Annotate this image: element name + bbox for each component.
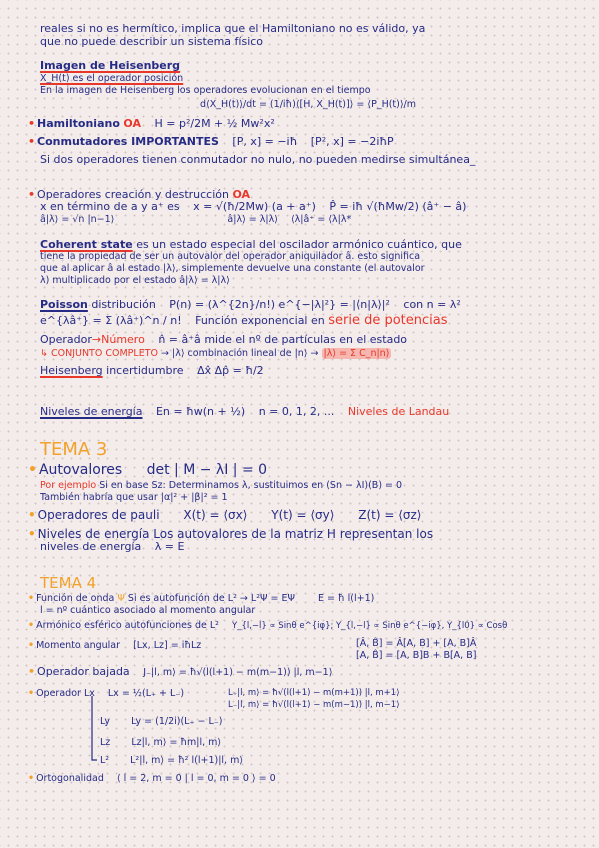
bajada-label: Operador bajada: [37, 665, 130, 678]
bullet: •: [28, 620, 35, 631]
pauli-x: X(t) = ⟨σx⟩: [183, 508, 248, 522]
poisson-dist: distribución: [91, 298, 156, 311]
onda-label: Función de onda: [36, 593, 115, 604]
bullet: •: [28, 665, 36, 678]
operadores-cd-x: [40, 200, 466, 213]
lz-eq: Lz|l, m⟩ = ħm|l, m⟩: [131, 737, 222, 748]
coherent-title: Coherent state: [40, 238, 133, 251]
a-equation-3: ⟨λ|â⁺ = ⟨λ|λ*: [290, 214, 352, 225]
coherent-row: [40, 238, 462, 251]
hamiltoniano-tag: OA: [123, 117, 141, 130]
poisson-eq: P(n) = (λ^{2n}/n!) e^{−|λ|²} = |⟨n|λ⟩|²: [169, 298, 390, 311]
conmutador-1: [P, x] = −iħ: [232, 135, 298, 148]
conjunto-label: ↳ CONJUNTO COMPLETO: [40, 348, 158, 359]
heis-uncert-row: [40, 364, 264, 377]
niveles-label: Niveles de energía: [40, 405, 143, 418]
pauli-row: [28, 508, 421, 522]
operador-label: Operador: [40, 333, 92, 346]
armonico-label: Armónico esférico: [36, 620, 122, 631]
orto-label: Ortogonalidad: [36, 773, 104, 784]
tema3-title: TEMA 3: [40, 439, 108, 460]
lx-label: Lx: [83, 688, 95, 699]
x-text: x en término de a y a⁺ es: [40, 200, 180, 213]
heis-uncert-text: incertidumbre: [106, 364, 184, 377]
bullet: •: [28, 688, 35, 699]
a-equation: â|λ⟩ = √n |n−1⟩: [40, 214, 115, 225]
conmutadores-row: [28, 135, 394, 148]
bullet: •: [28, 773, 35, 784]
p-equation: P̂ = iħ √(ħMw/2) (â⁺ − â): [329, 200, 467, 213]
coherent-line-3: que al aplicar â al estado |λ⟩, simplemente devuelve una constante (el autovalor: [40, 263, 425, 274]
heisenberg-def: X_H(t) es el operador posición: [40, 73, 184, 84]
armonico-text: autofunciones de L²: [124, 620, 219, 631]
orto-eq: ⟨ l = 2, m = 0 | l = 0, m = 0 ⟩ = 0: [116, 773, 276, 784]
bajada-row: [28, 665, 332, 678]
operador-lx-row: [28, 688, 184, 699]
operador-arrow: →: [91, 333, 102, 346]
bajada-eq: J₋|l, m⟩ = ħ√(l(l+1) − m(m−1)) |l, m−1⟩: [143, 667, 333, 678]
onda-row: [28, 593, 374, 604]
ejemplo-text: Si en base Sz: Determinamos λ, sustituimos en (Sn − λI)(B) = 0: [99, 480, 403, 491]
niveles-t3-text: Los autovalores de la matriz H representan los: [153, 527, 434, 541]
ly-eq: Ly = (1/2i)(L₊ − L₋): [131, 716, 223, 727]
bullet: •: [28, 135, 36, 148]
operador-bracket: [86, 696, 98, 766]
lminus-eq: L₋|l, m⟩ = ħ√(l(l+1) − m(m−1)) |l, m−1⟩: [228, 700, 400, 710]
poisson-exp-row: [40, 314, 448, 327]
niveles-t3-row: [28, 527, 433, 541]
niveles-t3-label: Niveles de energía: [37, 527, 150, 541]
lx-eq: Lx = ½(L₊ + L₋): [107, 688, 185, 699]
conjunto-comb-eq: |λ⟩ = Σ C_n|n⟩: [323, 348, 390, 359]
ejemplo-row: [40, 480, 402, 491]
onda-E: E = ħ l(l+1): [318, 593, 375, 604]
tambien-row: También habría que usar |α|² + |β|² = 1: [40, 492, 228, 503]
heisenberg-equation: d⟨X_H(t)⟩/dt = (1/iħ)⟨[H, X_H(t)]⟩ = ⟨P_H(t)⟩/m: [200, 99, 417, 110]
orto-row: [28, 773, 276, 784]
a-equation-2: â|λ⟩ = λ|λ⟩: [227, 214, 278, 225]
onda-text: Si es autofunción de L² → L²Ψ = EΨ: [127, 593, 295, 604]
autovalores-eq: det | M − λI | = 0: [146, 462, 268, 478]
conjunto-row: [40, 348, 391, 359]
armonico-eq: Y_{l,−l} ∝ Sinθ e^{iφ}; Y_{l,−l} ∝ Sinθ e^{−iφ}, Y_{l0} ∝ Cosθ: [232, 621, 508, 631]
pauli-y: Y(t) = ⟨σy⟩: [271, 508, 335, 522]
coherent-line-2: tiene la propiedad de ser un autovalor del operador aniquilador â. esto significa: [40, 251, 421, 262]
l2-eq: L²|l, m⟩ = ħ² l(l+1)|l, m⟩: [130, 755, 244, 766]
hamiltoniano-label: Hamiltoniano: [37, 117, 120, 130]
operadores-cd-tag: OA: [232, 188, 251, 201]
heisenberg-evolution: En la imagen de Heisenberg los operadores evolucionan en el tiempo: [40, 85, 371, 96]
coherent-line-1: es un estado especial del oscilador armónico cuántico, que: [136, 238, 462, 251]
intro-line-2: que no puede describir un sistema físico: [40, 35, 264, 48]
pauli-z: Z(t) = ⟨σz⟩: [358, 508, 422, 522]
heis-uncert-label: Heisenberg: [40, 364, 103, 377]
armonico-row: [28, 620, 507, 631]
operador-label-t4: Operador: [36, 688, 81, 699]
l2-label: L²: [100, 755, 110, 766]
heis-uncert-eq: Δx̂ Δp̂ = ħ/2: [197, 364, 264, 377]
bullet: •: [28, 508, 36, 522]
niveles-n: n = 0, 1, 2, ...: [258, 405, 335, 418]
poisson-exp-eq: e^{λâ⁺} = Σ (λâ⁺)^n / n!: [40, 314, 182, 327]
operador-num-eq: n̂ = â⁺â: [158, 333, 201, 346]
operador-num-desc: mide el nº de partículas en el estado: [204, 333, 408, 346]
coherent-line-4: λ) multiplicado por el estado â|λ⟩ = λ|λ⟩: [40, 275, 230, 286]
niveles-eq: En = ħw(n + ½): [155, 405, 246, 418]
poisson-title: Poisson: [40, 298, 88, 311]
hamiltoniano-eq: H = p²/2M + ½ Mw²x²: [154, 117, 275, 130]
bullet: •: [28, 593, 35, 604]
lplus-eq: L₊|l, m⟩ = ħ√(l(l+1) − m(m+1)) |l, m+1⟩: [228, 688, 400, 698]
ly-row: [100, 716, 223, 727]
pauli-label: Operadores de pauli: [37, 508, 160, 522]
niveles-t3-row-2: [40, 540, 184, 553]
niveles-row: [40, 405, 449, 418]
bullet: •: [28, 188, 36, 201]
x-equation: x = √(ħ/2Mw) (a + a⁺): [193, 200, 316, 213]
poisson-func: Función exponencial en: [195, 314, 325, 327]
l-note: l = nº cuántico asociado al momento angular: [40, 605, 256, 616]
niveles-t3-text-2: niveles de energía: [40, 540, 142, 553]
operador-num-row: [40, 333, 407, 346]
niveles-landau: Niveles de Landau: [347, 405, 450, 418]
poisson-row: [40, 298, 461, 311]
hamiltoniano-row: [28, 117, 275, 130]
bullet: •: [28, 462, 37, 478]
ejemplo-label: Por ejemplo: [40, 480, 97, 491]
bullet: •: [28, 117, 36, 130]
bullet: •: [28, 527, 36, 541]
conmutadores-note: Si dos operadores tienen conmutador no nulo, no pueden medirse simultánea_: [40, 153, 476, 166]
bullet: •: [28, 640, 35, 651]
momento-row: [28, 640, 201, 651]
poisson-serie: serie de potencias: [328, 313, 448, 328]
lz-row: [100, 737, 221, 748]
conmutadores-label: Conmutadores IMPORTANTES: [37, 135, 219, 148]
ly-label: Ly: [100, 716, 111, 727]
lz-label: Lz: [100, 737, 111, 748]
tema4-title: TEMA 4: [40, 574, 97, 592]
poisson-con: con n = λ²: [403, 298, 461, 311]
momento-label: Momento angular: [36, 640, 121, 651]
autovalores-label: Autovalores: [38, 462, 123, 478]
psi-symbol: Ψ: [117, 593, 125, 604]
operadores-cd-label: Operadores creación y destrucción: [37, 188, 229, 201]
comm-rule-2: [A, B̂] = [A, B]B + B[A, B]: [356, 650, 477, 661]
heisenberg-title: Imagen de Heisenberg: [40, 59, 181, 72]
conjunto-comb: → |λ⟩ combinación lineal de |n⟩ →: [161, 348, 319, 359]
comm-rule-1: [Â, B̂] = Â[A, B] + [A, B]Â: [356, 638, 477, 649]
momento-eq: [Lx, Lz] = iħLz: [133, 640, 202, 651]
operador-numero: Número: [101, 333, 145, 346]
l2-row: [100, 755, 243, 766]
operadores-cd-a: [40, 214, 351, 225]
niveles-t3-eq: λ = E: [154, 540, 185, 553]
autovalores-row: [28, 462, 267, 478]
conmutador-2: [P², x] = −2iħP: [310, 135, 394, 148]
intro-line-1: reales si no es hermítico, implica que el Hamiltoniano no es válido, ya: [40, 22, 426, 35]
